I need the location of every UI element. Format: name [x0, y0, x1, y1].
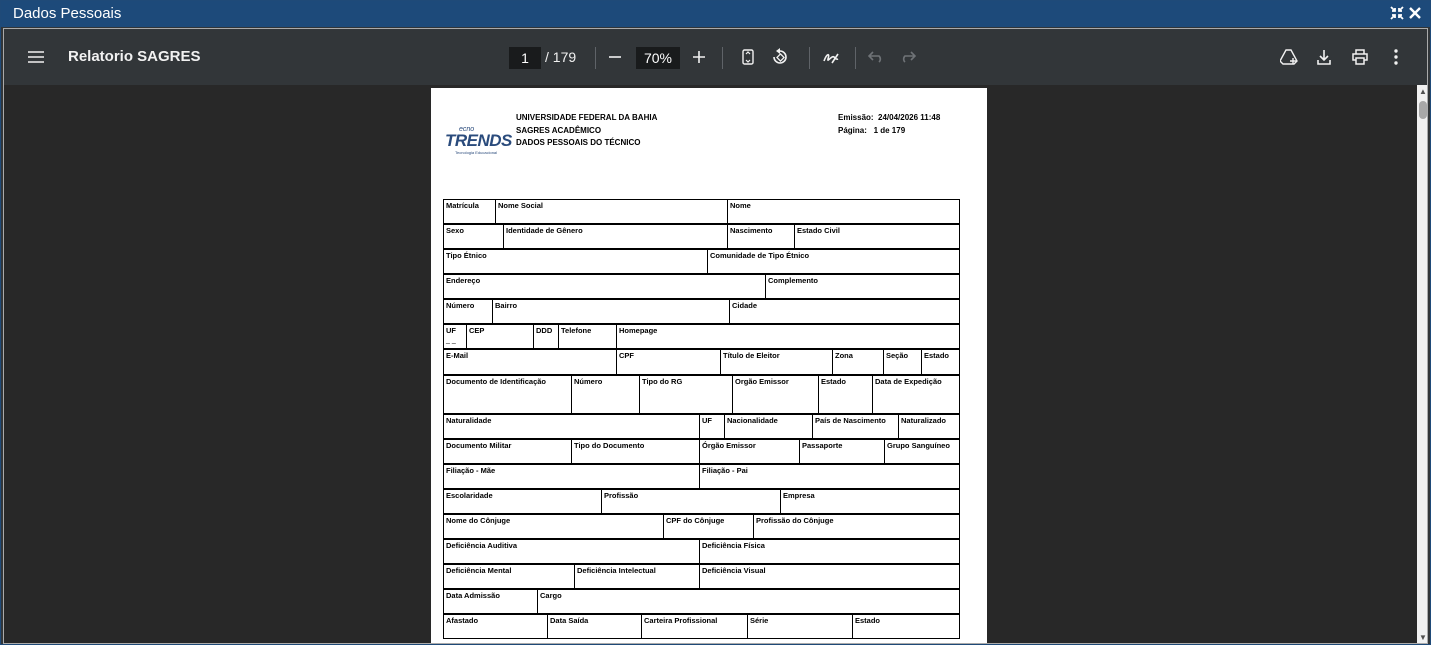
minus-icon[interactable] — [601, 43, 629, 71]
form-field-label: Tipo do Documento — [571, 439, 700, 464]
form-field-label: Número — [443, 299, 493, 324]
toolbar-divider — [809, 47, 810, 69]
form-field-label: Homepage — [616, 324, 960, 349]
form-row — [443, 439, 959, 464]
form-row — [443, 514, 959, 539]
form-field-label: Bairro — [492, 299, 730, 324]
window-title: Dados Pessoais — [13, 5, 122, 22]
emission-label: Emissão: — [838, 113, 874, 122]
toolbar-divider — [595, 47, 596, 69]
page-label: Página: — [838, 125, 867, 135]
form-field-label: Comunidade de Tipo Étnico — [707, 249, 960, 274]
form-field-label: Data Admissão — [443, 589, 538, 614]
form-field-label: Órgão Emissor — [699, 439, 800, 464]
form-row — [443, 324, 959, 349]
form-field-label: UF — [699, 414, 725, 439]
form-field-label: Escolaridade — [443, 489, 602, 514]
pdf-toolbar — [4, 29, 1428, 85]
page-total: / 179 — [545, 49, 577, 65]
form-field-label: Endereço — [443, 274, 766, 299]
form-field-label: Orgão Emissor — [732, 375, 819, 414]
print-icon[interactable] — [1346, 43, 1374, 71]
form-row — [443, 589, 959, 614]
form-row — [443, 224, 959, 249]
report-header-right — [838, 112, 940, 137]
form-field-label: Nome — [727, 199, 960, 224]
rotate-icon[interactable] — [766, 43, 794, 71]
scroll-up-icon[interactable]: ▲ — [1419, 87, 1427, 96]
pdf-viewer-frame — [3, 28, 1428, 644]
form-row — [443, 199, 959, 224]
form-field-label: DDD — [533, 324, 559, 349]
uf-value: _ _ — [446, 337, 456, 344]
form-field-label: Identidade de Gênero — [503, 224, 728, 249]
fit-page-icon[interactable] — [734, 43, 762, 71]
form-field-label: Seção — [883, 349, 922, 375]
form-row — [443, 464, 959, 489]
form-field-label: Número — [571, 375, 640, 414]
form-field-label: Deficiência Mental — [443, 564, 575, 589]
form-field-label: Série — [747, 614, 853, 639]
form-field-label: Deficiência Auditiva — [443, 539, 700, 564]
form-field-label: Grupo Sanguíneo — [884, 439, 960, 464]
form-field-label: Filiação - Mãe — [443, 464, 700, 489]
form-field-label: Sexo — [443, 224, 504, 249]
form-field-label: Filiação - Pai — [699, 464, 960, 489]
draw-icon[interactable] — [817, 43, 845, 71]
logo-tagline: Tecnologia Educacional — [455, 150, 498, 155]
form-field-label: Nacionalidade — [724, 414, 813, 439]
form-field-label: Telefone — [558, 324, 617, 349]
institution-name: UNIVERSIDADE FEDERAL DA BAHIA — [516, 113, 658, 122]
form-row — [443, 414, 959, 439]
form-field-label: Carteira Profissional — [641, 614, 748, 639]
tecnotrends-logo — [445, 124, 515, 156]
restore-window-icon[interactable] — [1388, 4, 1406, 22]
form-field-label: Afastado — [443, 614, 548, 639]
form-row — [443, 274, 959, 299]
form-field-label: Nome do Cônjuge — [443, 514, 664, 539]
form-field-label: Passaporte — [799, 439, 885, 464]
zoom-input[interactable] — [636, 47, 680, 69]
form-field-label: Estado Civil — [794, 224, 960, 249]
form-field-label: Deficiência Intelectual — [574, 564, 700, 589]
close-icon[interactable] — [1406, 4, 1424, 22]
form-row — [443, 489, 959, 514]
save-to-drive-icon[interactable] — [1275, 43, 1303, 71]
logo-main-text: TRENDS — [445, 131, 512, 150]
download-icon[interactable] — [1310, 43, 1338, 71]
scroll-down-icon[interactable]: ▼ — [1419, 633, 1427, 642]
scroll-thumb[interactable] — [1419, 101, 1427, 119]
form-field-label: Zona — [832, 349, 884, 375]
form-field-label: E-Mail — [443, 349, 617, 375]
form-field-label: Nascimento — [727, 224, 795, 249]
form-row — [443, 614, 959, 639]
form-row — [443, 564, 959, 589]
system-name: SAGRES ACADÊMICO — [516, 125, 602, 135]
form-field-label: Estado — [852, 614, 960, 639]
form-field-label: Data Saída — [547, 614, 642, 639]
document-title: Relatorio SAGRES — [68, 48, 201, 65]
toolbar-divider — [722, 47, 723, 69]
form-field-label: Naturalizado — [898, 414, 960, 439]
menu-icon[interactable] — [22, 43, 50, 71]
form-field-label: Data de Expedição — [872, 375, 960, 414]
form-row — [443, 299, 959, 324]
form-row — [443, 375, 959, 414]
form-field-label: Cargo — [537, 589, 960, 614]
form-field-label: Deficiência Física — [699, 539, 960, 564]
form-field-label: CEP — [466, 324, 534, 349]
emission-value: 24/04/2026 11:48 — [878, 113, 941, 122]
form-row — [443, 539, 959, 564]
page-number-input[interactable] — [509, 47, 541, 69]
form-field-label: CPF — [616, 349, 721, 375]
undo-icon[interactable] — [862, 43, 890, 71]
form-row — [443, 249, 959, 274]
form-field-label: Estado — [921, 349, 960, 375]
form-row — [443, 349, 959, 375]
form-field-label: Documento Militar — [443, 439, 572, 464]
form-field-label: Profissão do Cônjuge — [753, 514, 960, 539]
form-field-label: Documento de Identificação — [443, 375, 572, 414]
form-field-label: Título de Eleitor — [720, 349, 833, 375]
pdf-viewport[interactable] — [4, 85, 1428, 644]
form-field-label: Profissão — [601, 489, 781, 514]
toolbar-divider — [855, 47, 856, 69]
form-field-label: Nome Social — [495, 199, 728, 224]
more-vert-icon[interactable] — [1382, 43, 1410, 71]
form-field-label: Cidade — [729, 299, 960, 324]
form-field-label: País de Nascimento — [812, 414, 899, 439]
form-field-label: Deficiência Visual — [699, 564, 960, 589]
plus-icon[interactable] — [685, 43, 713, 71]
form-field-label: Estado — [818, 375, 873, 414]
form-field-label: UF — [443, 324, 467, 349]
form-field-label: Matrícula — [443, 199, 496, 224]
page-value: 1 de 179 — [873, 125, 906, 135]
vertical-scrollbar[interactable] — [1417, 85, 1428, 644]
pdf-page — [431, 88, 987, 644]
report-header-left — [516, 112, 657, 150]
form-field-label: Complemento — [765, 274, 960, 299]
form-field-label: Naturalidade — [443, 414, 700, 439]
form-field-label: Empresa — [780, 489, 960, 514]
redo-icon[interactable] — [894, 43, 922, 71]
form-field-label: CPF do Cônjuge — [663, 514, 754, 539]
report-title: DADOS PESSOAIS DO TÉCNICO — [516, 138, 641, 147]
form-field-label: Tipo do RG — [639, 375, 733, 414]
window-titlebar — [1, 1, 1430, 27]
logo-small-text: ecno — [459, 126, 475, 133]
form-field-label: Tipo Étnico — [443, 249, 708, 274]
